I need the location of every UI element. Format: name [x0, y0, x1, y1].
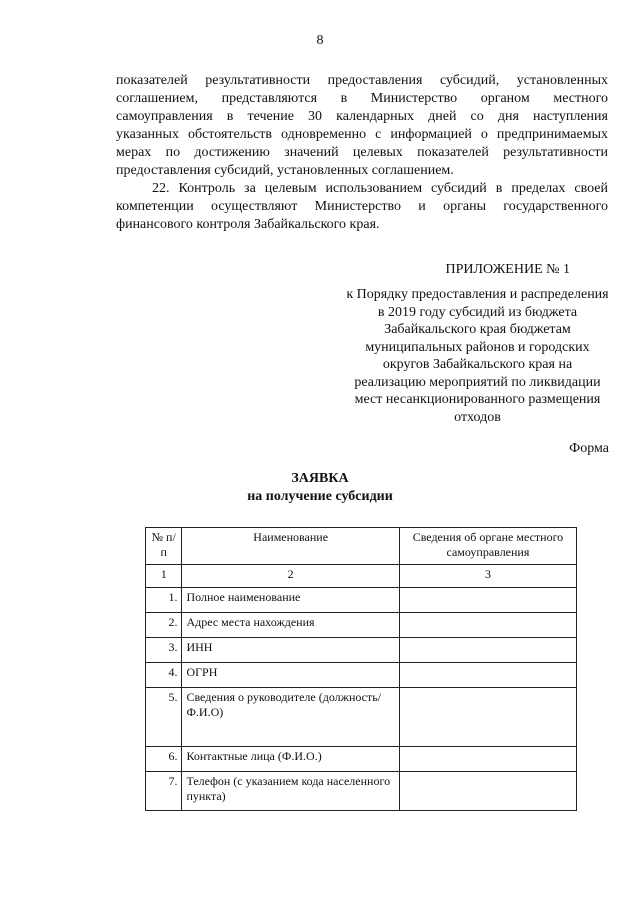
row-info-cell[interactable] [399, 613, 576, 638]
table-row [146, 613, 577, 638]
row-name: Адрес места нахождения [182, 613, 399, 638]
table-row [146, 588, 577, 613]
table-row [146, 688, 577, 747]
row-name: Сведения о руководителе (должность/ Ф.И.О) [182, 688, 399, 747]
row-info-cell[interactable] [399, 772, 576, 811]
row-num: 7. [146, 772, 182, 811]
column-number: 2 [182, 565, 399, 588]
page-number: 8 [316, 33, 324, 48]
paragraph-1 [116, 72, 608, 180]
paragraph-1-line: предоставления субсидий, установленных соглашением. [116, 163, 454, 178]
table-row [146, 638, 577, 663]
paragraph-2-line: 22. Контроль за целевым использованием субсидий в пределах своей [152, 181, 608, 196]
row-num: 1. [146, 588, 182, 613]
table-row [146, 772, 577, 811]
paragraph-1-line: указанных обстоятельств одновременно с информацией о предпринимаемых [116, 127, 608, 142]
table-row [146, 747, 577, 772]
row-num: 6. [146, 747, 182, 772]
appendix-subtitle-line: муниципальных районов и городских [365, 339, 590, 355]
paragraph-1-line: мерах по достижению значений целевых показателей результативности [116, 145, 608, 160]
column-number: 1 [146, 565, 182, 588]
paragraph-2-line: компетенции осуществляют Министерство и органы государственного [116, 199, 608, 214]
appendix-subtitle-line: округов Забайкальского края на [382, 357, 573, 372]
table-header-row [146, 528, 577, 565]
appendix-subtitle-line: Забайкальского края бюджетам [384, 322, 571, 337]
paragraph-1-line: показателей результативности предоставления субсидий, установленных [116, 73, 608, 88]
paragraph-1-line: самоуправления в течение 30 календарных дней со дня наступления [116, 109, 608, 124]
row-info-cell[interactable] [399, 588, 576, 613]
row-num: 2. [146, 613, 182, 638]
row-info-cell[interactable] [399, 663, 576, 688]
row-name: ОГРН [182, 663, 399, 688]
heading-subtitle: на получение субсидии [247, 489, 393, 504]
header-info: Сведения об органе местного самоуправления [399, 528, 576, 565]
heading-title: ЗАЯВКА [291, 471, 349, 486]
appendix-subtitle-line: в 2019 году субсидий из бюджета [377, 304, 578, 320]
document-heading [0, 470, 640, 506]
appendix-subtitle-line: отходов [454, 409, 501, 425]
paragraph-2 [116, 180, 608, 234]
row-info-cell[interactable] [399, 638, 576, 663]
appendix-subtitle-line: мест несанкционированного размещения [354, 392, 601, 407]
table-row [146, 663, 577, 688]
row-num: 3. [146, 638, 182, 663]
header-num: № п/п [146, 528, 182, 565]
row-num: 5. [146, 688, 182, 747]
form-label: Форма [569, 441, 609, 456]
column-number: 3 [399, 565, 576, 588]
header-name: Наименование [182, 528, 399, 565]
row-name: ИНН [182, 638, 399, 663]
row-name: Полное наименование [182, 588, 399, 613]
column-numbers-row [146, 565, 577, 588]
paragraph-2-line: финансового контроля Забайкальского края. [116, 217, 380, 232]
application-form-table [145, 527, 577, 811]
row-name: Телефон (с указанием кода населенного пункта) [182, 772, 399, 811]
row-num: 4. [146, 663, 182, 688]
appendix-subtitle [330, 286, 625, 426]
appendix-subtitle-line: реализацию мероприятий по ликвидации [354, 374, 601, 390]
row-info-cell[interactable] [399, 688, 576, 747]
appendix-subtitle-line: к Порядку предоставления и распределения [346, 287, 609, 302]
appendix-title: ПРИЛОЖЕНИЕ № 1 [445, 262, 570, 277]
row-name: Контактные лица (Ф.И.О.) [182, 747, 399, 772]
paragraph-1-line: соглашением, представляются в Министерство органом местного [116, 91, 608, 106]
row-info-cell[interactable] [399, 747, 576, 772]
